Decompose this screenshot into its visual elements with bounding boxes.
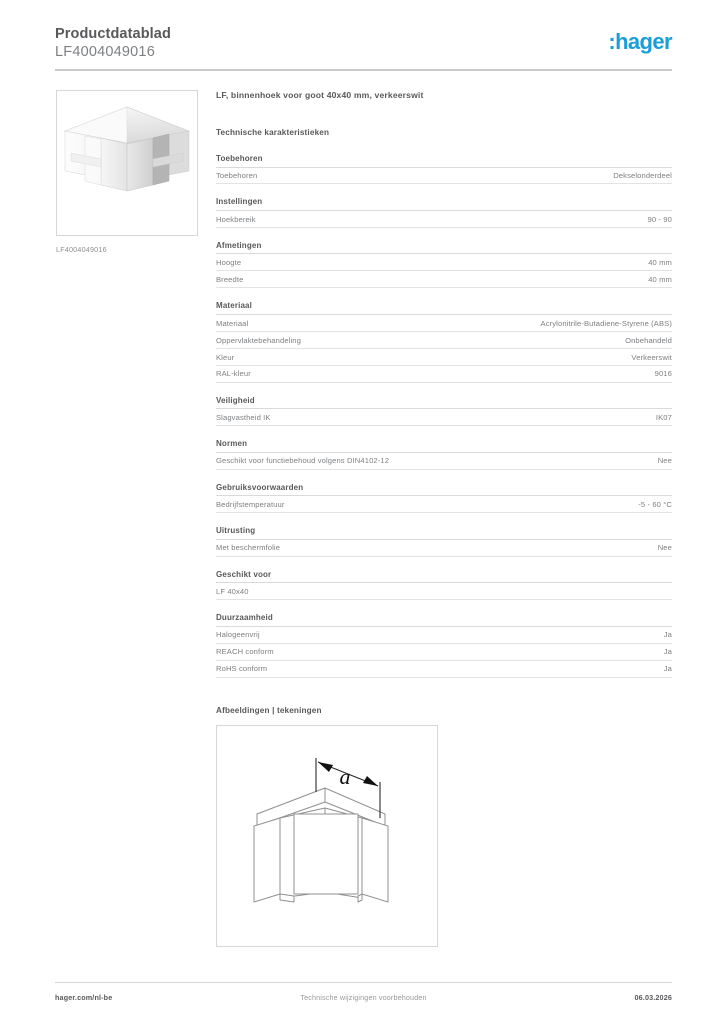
- footer-divider: [55, 982, 672, 983]
- spec-row-value: 9016: [654, 369, 672, 379]
- spec-row-value: Acrylonitrile-Butadiene-Styrene (ABS): [540, 318, 672, 328]
- specifications-column: [216, 90, 672, 947]
- page-header: [55, 26, 672, 70]
- spec-group: [216, 301, 672, 382]
- spec-row-value: 90 - 90: [647, 214, 672, 224]
- spec-group: [216, 483, 672, 513]
- technical-characteristics-heading: Technische karakteristieken: [216, 128, 330, 137]
- spec-group: [216, 439, 672, 469]
- dimension-arrow-left: [318, 762, 333, 772]
- spec-group-title: Duurzaamheid: [216, 613, 672, 627]
- spec-row: [216, 409, 672, 426]
- spec-group: [216, 241, 672, 288]
- spec-group-title: Toebehoren: [216, 154, 672, 168]
- spec-row-value: Nee: [657, 543, 672, 553]
- spec-row: [216, 453, 672, 470]
- spec-row-value: 40 mm: [648, 258, 672, 268]
- spec-row-label: LF 40x40: [216, 586, 249, 596]
- spec-group-title: Afmetingen: [216, 241, 672, 255]
- spec-group-title: Gebruiksvoorwaarden: [216, 483, 672, 497]
- spec-row-value: Ja: [663, 647, 672, 657]
- page-footer: [55, 993, 672, 1007]
- dimension-arrow-right: [363, 776, 378, 786]
- spec-row: [216, 254, 672, 271]
- spec-group-title: Geschikt voor: [216, 570, 672, 584]
- spec-group-title: Materiaal: [216, 301, 672, 315]
- spec-row-label: Hoogte: [216, 258, 242, 268]
- spec-row: [216, 540, 672, 557]
- spec-group: [216, 154, 672, 184]
- header-divider: [55, 69, 672, 71]
- spec-row: [216, 349, 672, 366]
- spec-group: [216, 613, 672, 677]
- spec-row: [216, 627, 672, 644]
- spec-row-label: Slagvastheid IK: [216, 412, 271, 422]
- dimension-label-a: a: [339, 763, 351, 789]
- spec-row-label: Materiaal: [216, 318, 249, 328]
- spec-row-label: Met beschermfolie: [216, 543, 281, 553]
- spec-row-label: RAL-kleur: [216, 369, 251, 379]
- product-photo-column: [56, 90, 200, 254]
- spec-row-value: Ja: [663, 630, 672, 640]
- spec-row-label: RoHS conform: [216, 664, 268, 674]
- spec-row: [216, 644, 672, 661]
- spec-row: [216, 168, 672, 185]
- spec-row: [216, 211, 672, 228]
- spec-row-value: IK07: [655, 412, 672, 422]
- product-reference: LF4004049016: [55, 44, 155, 60]
- footer-disclaimer: Technische wijzigingen voorbehouden: [300, 993, 427, 1002]
- drawings-heading: Afbeeldingen | tekeningen: [216, 705, 322, 715]
- spec-row-value: Verkeerswit: [631, 352, 672, 362]
- product-photo-caption: LF4004049016: [56, 245, 107, 254]
- spec-row: [216, 661, 672, 678]
- spec-group: [216, 197, 672, 227]
- technical-drawing-image: [217, 726, 437, 946]
- spec-group: [216, 570, 672, 600]
- spec-row: [216, 271, 672, 288]
- spec-row: [216, 315, 672, 332]
- spec-group-title: Uitrusting: [216, 526, 672, 540]
- spec-row-label: Toebehoren: [216, 171, 258, 181]
- spec-row-value: -5 - 60 °C: [638, 499, 672, 509]
- spec-row-label: Oppervlaktebehandeling: [216, 335, 301, 345]
- spec-row-value: Ja: [663, 664, 672, 674]
- spec-row: [216, 583, 672, 600]
- spec-group-title: Veiligheid: [216, 396, 672, 410]
- spec-row-label: Bedrijfstemperatuur: [216, 499, 285, 509]
- spec-row-value: Dekselonderdeel: [613, 171, 672, 181]
- spec-row-label: Halogeenvrij: [216, 630, 260, 640]
- spec-row-label: REACH conform: [216, 647, 274, 657]
- spec-row-label: Geschikt voor functiebehoud volgens DIN4102-12: [216, 456, 390, 466]
- spec-group-title: Instellingen: [216, 197, 672, 211]
- spec-row-label: Kleur: [216, 352, 235, 362]
- page-title: Productdatablad: [55, 26, 171, 42]
- product-photo-image: [57, 91, 197, 235]
- spec-row-value: 40 mm: [648, 275, 672, 285]
- footer-date: 06.03.2026: [634, 993, 672, 1002]
- spec-group: [216, 396, 672, 426]
- product-photo-frame: [56, 90, 198, 236]
- hager-logo: :hager: [608, 29, 672, 54]
- spec-row-label: Hoekbereik: [216, 214, 256, 224]
- spec-row-value: Onbehandeld: [625, 335, 672, 345]
- spec-row: [216, 332, 672, 349]
- technical-drawing-frame: [216, 725, 438, 947]
- spec-group: [216, 526, 672, 556]
- spec-row: [216, 496, 672, 513]
- spec-row-label: Breedte: [216, 275, 244, 285]
- spec-row: [216, 366, 672, 383]
- specification-groups: [216, 154, 672, 678]
- spec-row-value: Nee: [657, 456, 672, 466]
- footer-website[interactable]: hager.com/nl-be: [55, 993, 113, 1002]
- spec-group-title: Normen: [216, 439, 672, 453]
- product-name: LF, binnenhoek voor goot 40x40 mm, verkeerswit: [216, 90, 424, 100]
